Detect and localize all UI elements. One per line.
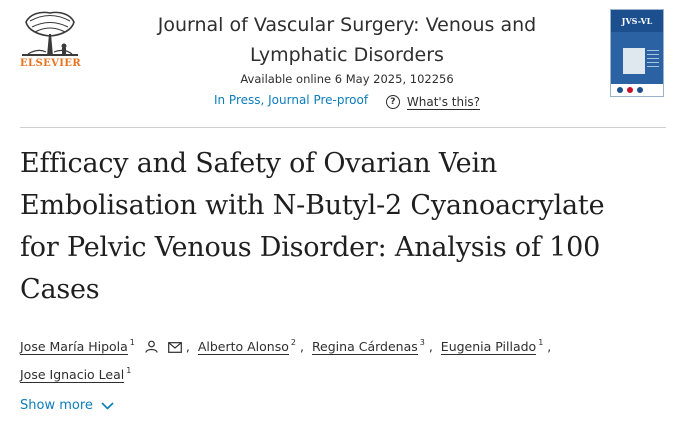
show-more-button[interactable] — [20, 398, 114, 413]
article-title-line: for Pelvic Venous Disorder: Analysis of 100 — [20, 232, 601, 263]
article-header — [0, 0, 686, 125]
author-entry[interactable] — [441, 339, 547, 354]
question-circle-icon: ? — [386, 95, 400, 109]
journal-title-line[interactable]: Lymphatic Disorders — [250, 44, 444, 66]
article-title — [20, 143, 670, 311]
article-title-line: Cases — [20, 274, 100, 305]
publisher-name: ELSEVIER — [20, 58, 82, 69]
chevron-down-icon — [101, 402, 114, 410]
author-entry[interactable] — [312, 339, 429, 354]
author-affiliation: 1 — [129, 338, 135, 347]
journal-cover-thumbnail[interactable] — [610, 9, 664, 97]
author-name[interactable]: Alberto Alonso — [197, 339, 289, 354]
author-separator: , — [547, 339, 552, 354]
author-entry[interactable] — [198, 339, 300, 354]
author-name[interactable]: Jose Ignacio Leal — [20, 367, 125, 382]
author-entry[interactable] — [20, 367, 131, 382]
cover-footer — [611, 84, 663, 96]
article-title-line: Embolisation with N-Butyl-2 Cyanoacrylate — [20, 190, 605, 221]
author-list — [20, 331, 670, 387]
author-entry[interactable] — [20, 339, 186, 354]
journal-info — [120, 10, 574, 110]
availability-text: Available online 6 May 2025, 102256 — [240, 72, 454, 86]
in-press-label: In Press, Journal Pre-proof — [213, 93, 369, 107]
author-separator: , — [428, 339, 433, 354]
journal-title-line[interactable]: Journal of Vascular Surgery: Venous and — [157, 14, 537, 36]
author-name[interactable]: Regina Cárdenas — [311, 339, 418, 354]
article-title-line: Efficacy and Safety of Ovarian Vein — [20, 148, 498, 179]
elsevier-logo[interactable] — [20, 8, 80, 74]
cover-title: JVS-VL — [621, 16, 653, 26]
show-more-label: Show more — [20, 398, 93, 413]
envelope-icon — [168, 342, 182, 353]
author-affiliation: 1 — [126, 366, 132, 375]
author-separator: , — [299, 339, 304, 354]
header-divider — [20, 127, 666, 128]
author-name[interactable]: Eugenia Pillado — [440, 339, 537, 354]
article-status-row — [120, 91, 574, 110]
elsevier-tree-icon — [20, 8, 80, 58]
whats-this-label: What's this? — [406, 94, 481, 109]
journal-title[interactable] — [120, 10, 574, 70]
cover-text-lines — [647, 50, 659, 70]
author-affiliation: 2 — [290, 338, 296, 347]
author-affiliation: 1 — [538, 338, 544, 347]
person-icon — [145, 340, 158, 353]
author-affiliation: 3 — [419, 338, 425, 347]
author-name[interactable]: Jose María Hipola — [20, 339, 128, 354]
whats-this-button[interactable] — [386, 95, 480, 110]
author-separator: , — [185, 339, 190, 354]
cover-image — [623, 48, 645, 74]
